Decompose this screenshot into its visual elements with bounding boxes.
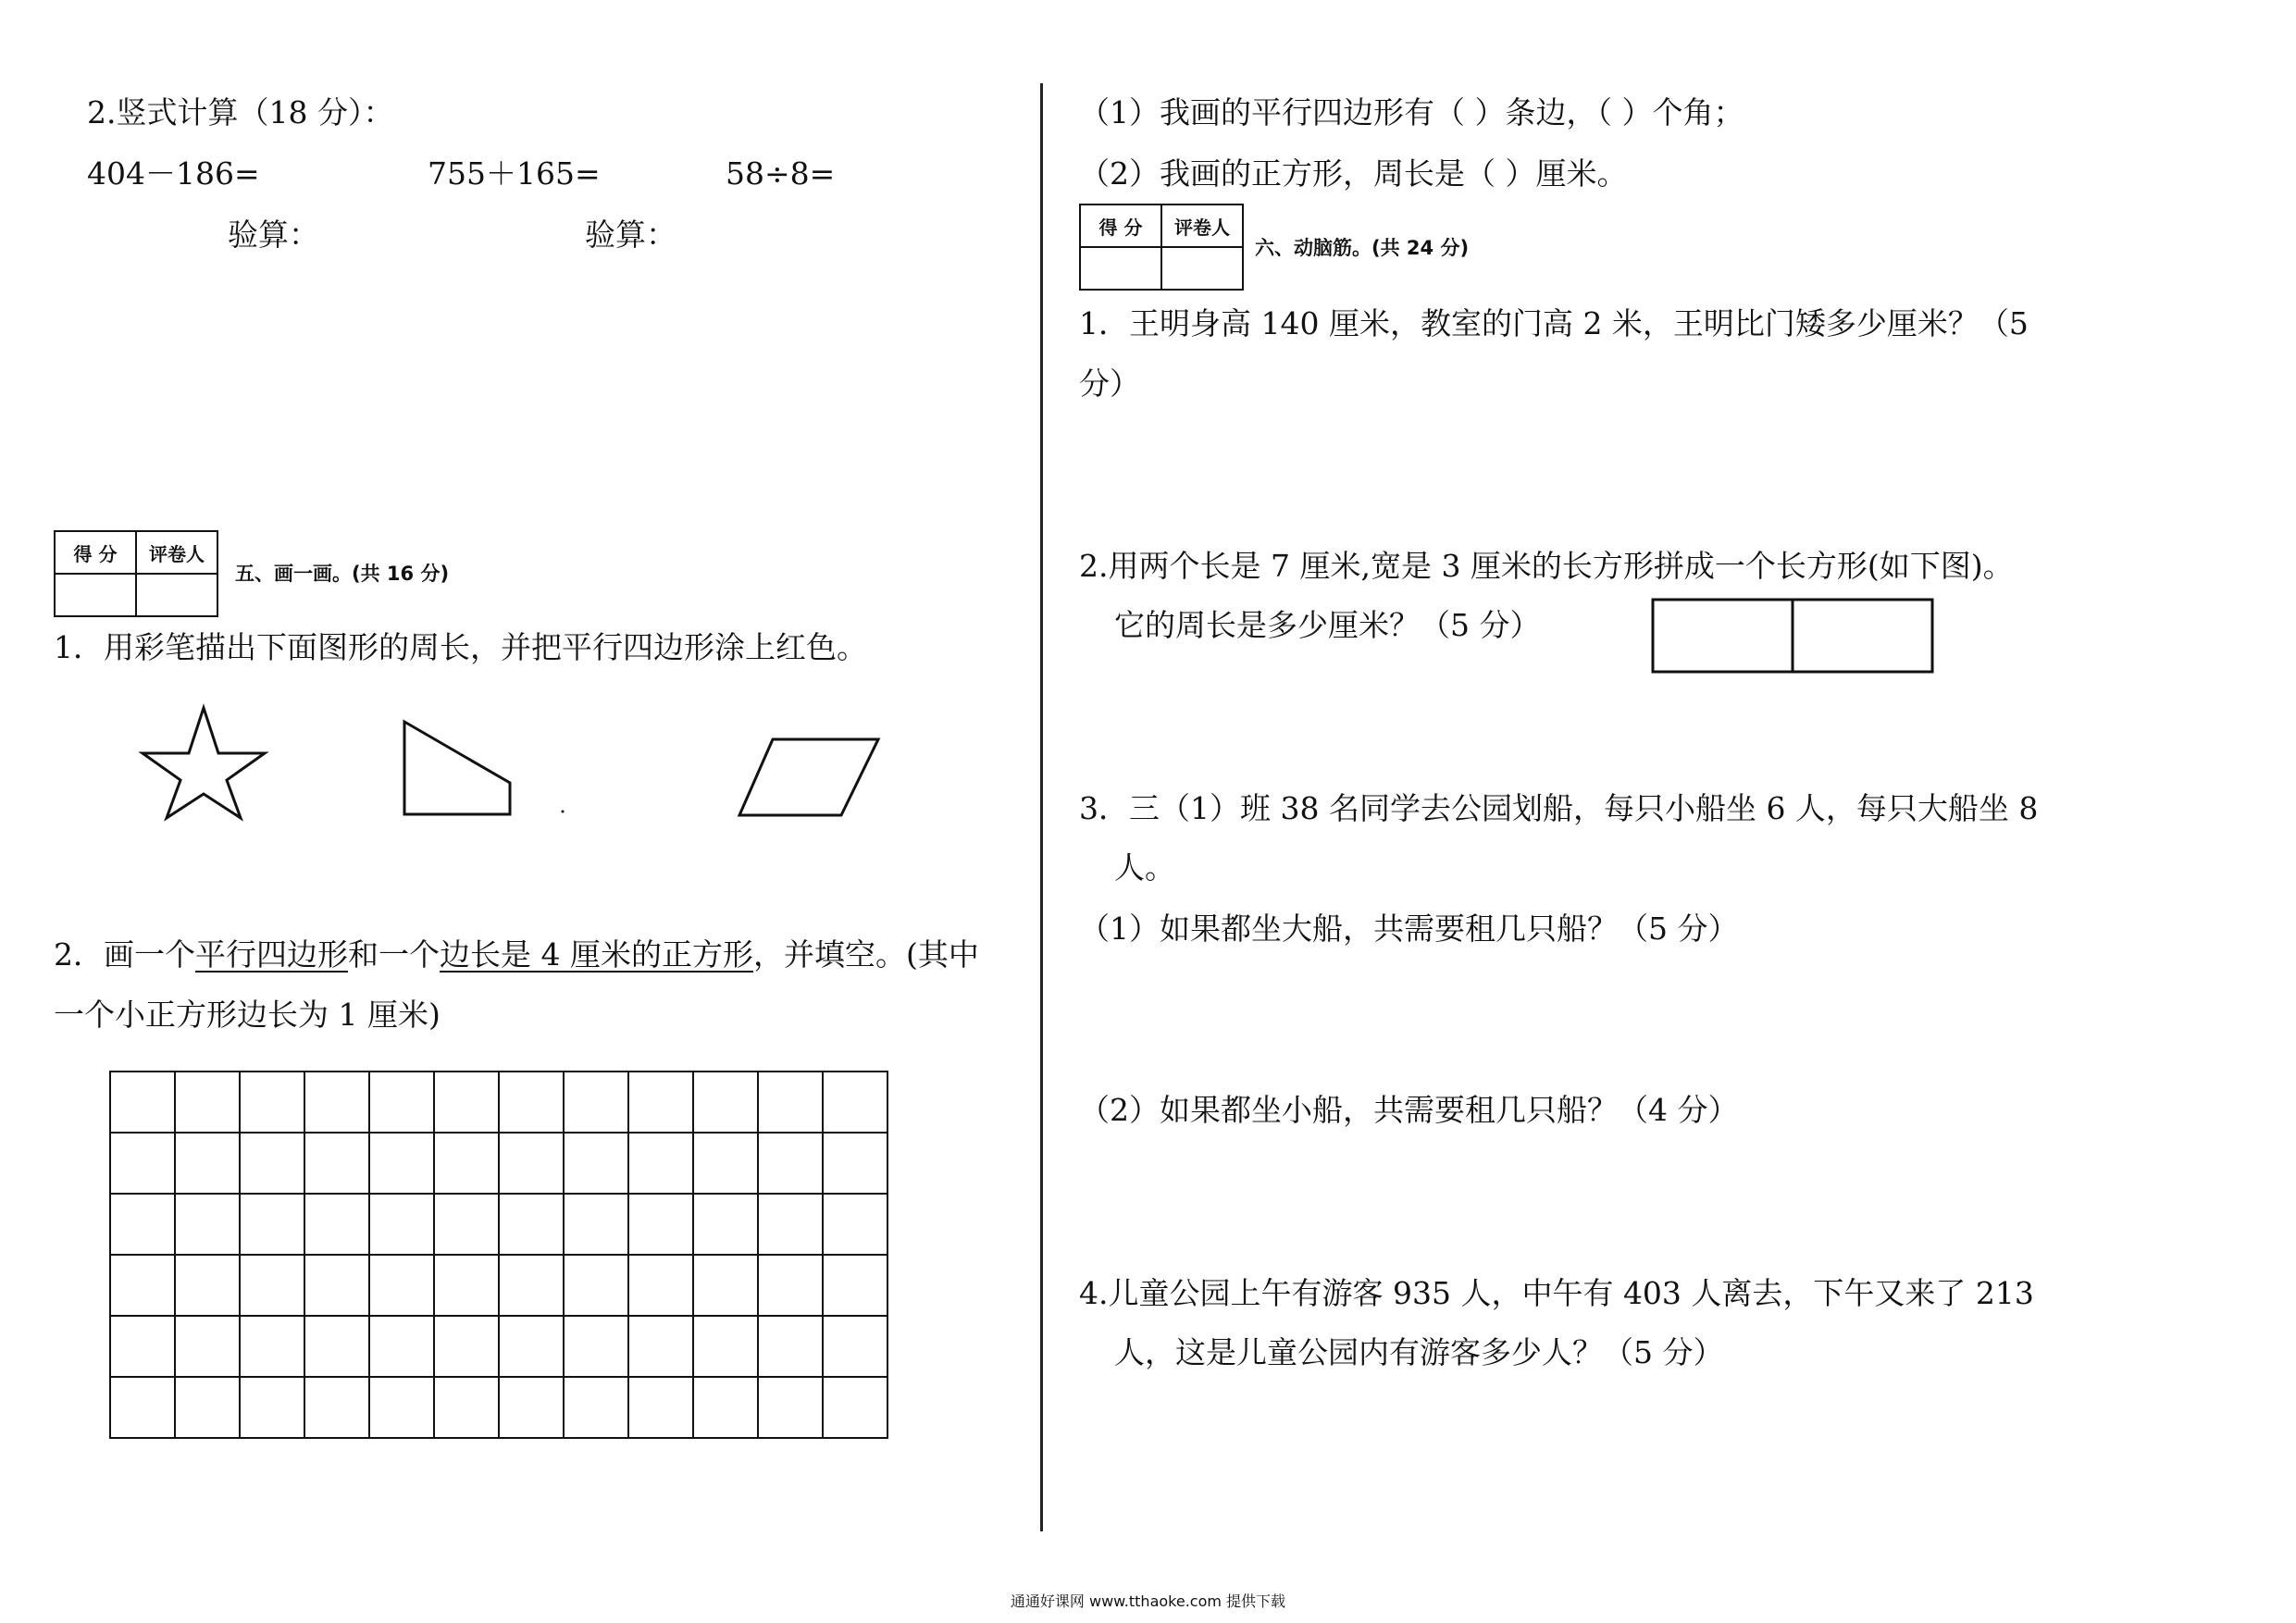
draw-q2-underline-square: 边长是 4 厘米的正方形	[440, 936, 753, 973]
expr-3: 58÷8=	[726, 155, 836, 192]
expr-1: 404－186=	[87, 155, 260, 192]
dot-mark	[560, 809, 565, 814]
section5-title: 五、画一画。(共 16 分)	[235, 563, 450, 585]
drawing-grid[interactable]	[109, 1071, 888, 1439]
think-q3-sub2: （2）如果都坐小船，共需要租几只船？（4 分）	[1079, 1092, 1739, 1128]
score-box-section6	[1079, 204, 1244, 291]
grader-cell[interactable]	[1161, 247, 1243, 290]
think-q1-line1: 1．王明身高 140 厘米，教室的门高 2 米，王明比门矮多少厘米？（5	[1079, 305, 2029, 341]
footer-credit: 通通好课网 www.tthaoke.com 提供下载	[1010, 1592, 1286, 1610]
parallelogram-shape	[736, 736, 882, 819]
draw-q1: 1．用彩笔描出下面图形的周长，并把平行四边形涂上红色。	[54, 629, 867, 665]
draw-q2-suffix: ，并填空。(其中	[752, 936, 979, 973]
star-shape	[139, 705, 268, 822]
draw-q2-mid: 和一个	[348, 936, 440, 973]
draw-q2-prefix: 2．画一个	[54, 936, 195, 973]
check-label-2: 验算：	[585, 217, 676, 253]
think-q2-line2: 它的周长是多少厘米？（5 分）	[1114, 607, 1541, 643]
think-q3-sub1: （1）如果都坐大船，共需要租几只船？（5 分）	[1079, 911, 1739, 947]
think-q1-line2: 分）	[1079, 365, 1140, 402]
think-q4-line2: 人，这是儿童公园内有游客多少人？（5 分）	[1114, 1334, 1724, 1370]
column-divider	[1040, 83, 1043, 1531]
trapezoid-shape	[401, 718, 515, 818]
think-q4-line1: 4.儿童公园上午有游客 935 人，中午有 403 人离去，下午又来了 213	[1079, 1275, 2034, 1311]
expr-2: 755＋165=	[428, 155, 601, 192]
score-box-section5	[54, 530, 218, 617]
score-header: 得 分	[1080, 204, 1161, 247]
draw-q2-line2: 一个小正方形边长为 1 厘米)	[54, 997, 441, 1033]
draw-q2-underline-parallelogram: 平行四边形	[195, 936, 348, 973]
score-cell[interactable]	[1080, 247, 1161, 290]
fill-blank-2: （2）我画的正方形，周长是（ ）厘米。	[1079, 155, 1628, 192]
think-q3-line1: 3．三（1）班 38 名同学去公园划船，每只小船坐 6 人，每只大船坐 8	[1079, 790, 2039, 826]
vertical-calc-title: 2.竖式计算（18 分）：	[87, 94, 394, 130]
grader-cell[interactable]	[136, 574, 217, 616]
think-q3-line2: 人。	[1114, 849, 1175, 886]
score-header: 得 分	[55, 531, 136, 574]
think-q2-line1: 2.用两个长是 7 厘米,宽是 3 厘米的长方形拼成一个长方形(如下图)。	[1079, 548, 2014, 584]
two-rectangles-figure	[1651, 598, 1934, 674]
fill-blank-1: （1）我画的平行四边形有（ ）条边，（ ）个角；	[1079, 94, 1744, 130]
grader-header: 评卷人	[136, 531, 217, 574]
section6-title: 六、动脑筋。(共 24 分)	[1255, 237, 1470, 259]
draw-q2-line1	[54, 936, 979, 973]
score-cell[interactable]	[55, 574, 136, 616]
grader-header: 评卷人	[1161, 204, 1243, 247]
check-label-1: 验算：	[228, 217, 319, 253]
